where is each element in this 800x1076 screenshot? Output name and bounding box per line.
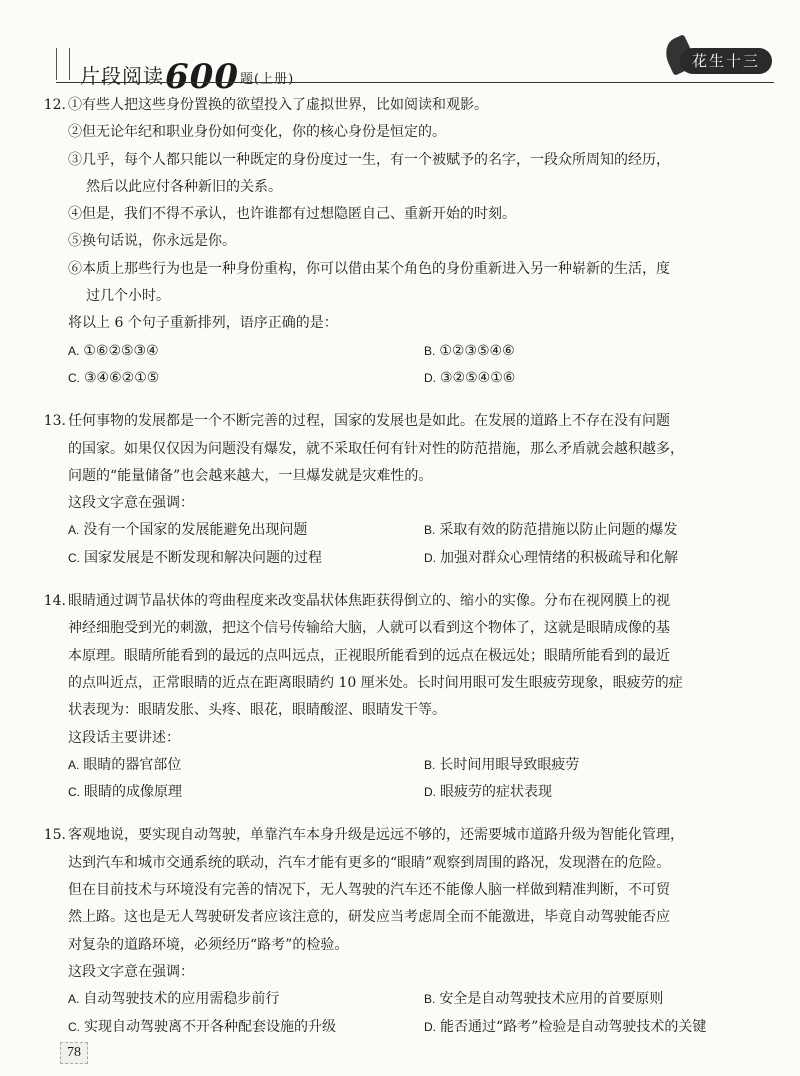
option-letter: A. bbox=[68, 343, 80, 358]
option-text: 眼睛的成像原理 bbox=[84, 784, 182, 801]
option-d[interactable] bbox=[424, 365, 754, 392]
option-letter: C. bbox=[68, 370, 80, 385]
question-number: 15. bbox=[43, 827, 66, 844]
question-prompt: 这段话主要讲述： bbox=[68, 729, 180, 746]
option-c[interactable] bbox=[68, 1014, 424, 1041]
question-number: 14. bbox=[43, 593, 66, 610]
option-text: ①②③⑤④⑥ bbox=[439, 342, 515, 359]
option-b[interactable] bbox=[424, 986, 754, 1013]
option-text: 没有一个国家的发展能避免出现问题 bbox=[83, 522, 308, 539]
option-letter: D. bbox=[424, 550, 436, 565]
badge-text: 花生十三 bbox=[680, 48, 772, 74]
title-prefix: 片段阅读 bbox=[80, 64, 164, 88]
passage-line: 任何事物的发展都是一个不断完善的过程，国家的发展也是如此。在发展的道路上不存在没有问题 bbox=[68, 413, 670, 430]
passage-line: 但在目前技术与环境没有完善的情况下，无人驾驶的汽车还不能像人脑一样做到精准判断，不可贸 bbox=[68, 882, 670, 899]
header-rule bbox=[56, 82, 774, 83]
option-text: ①⑥②⑤③④ bbox=[83, 342, 159, 359]
page-number: 78 bbox=[60, 1042, 88, 1064]
question-prompt: 这段文字意在强调： bbox=[68, 495, 194, 512]
option-c[interactable] bbox=[68, 545, 424, 572]
option-text: 实现自动驾驶离不开各种配套设施的升级 bbox=[84, 1018, 336, 1035]
header-decoration bbox=[56, 48, 70, 80]
sentence-line: ④但是，我们不得不承认，也许谁都有过想隐匿自己、重新开始的时刻。 bbox=[68, 206, 516, 223]
option-a[interactable] bbox=[68, 517, 424, 544]
sentence-line: ①有些人把这些身份置换的欲望投入了虚拟世界，比如阅读和观影。 bbox=[68, 97, 488, 113]
passage-line: 对复杂的道路环境，必须经历“路考”的检验。 bbox=[68, 936, 349, 953]
question-14 bbox=[43, 588, 758, 806]
sentence-line: ③几乎，每个人都只能以一种既定的身份度过一生，有一个被赋予的名字，一段众所周知的经历， bbox=[68, 151, 670, 168]
option-b[interactable] bbox=[424, 338, 754, 365]
question-15 bbox=[43, 822, 758, 1040]
option-text: 采取有效的防范措施以防止问题的爆发 bbox=[439, 522, 678, 539]
passage-line: 客观地说，要实现自动驾驶，单靠汽车本身升级是远远不够的，还需要城市道路升级为智能化管理， bbox=[68, 827, 684, 844]
option-letter: D. bbox=[424, 785, 436, 800]
sentence-line: ⑥本质上那些行为也是一种身份重构，你可以借由某个角色的身份重新进入另一种崭新的生活，度 bbox=[68, 260, 670, 277]
option-letter: A. bbox=[68, 992, 80, 1007]
option-letter: D. bbox=[424, 370, 436, 385]
sentence-line: ②但无论年纪和职业身份如何变化，你的核心身份是恒定的。 bbox=[68, 124, 446, 141]
passage-line: 的国家。如果仅仅因为问题没有爆发，就不采取任何有针对性的防范措施，那么矛盾就会越积越多， bbox=[68, 440, 684, 457]
option-letter: A. bbox=[68, 523, 80, 538]
option-text: 加强对群众心理情绪的积极疏导和化解 bbox=[440, 549, 678, 566]
question-12 bbox=[43, 92, 758, 392]
option-text: 眼睛的器官部位 bbox=[83, 756, 182, 773]
sentence-line: 过几个小时。 bbox=[86, 288, 170, 305]
option-text: 国家发展是不断发现和解决问题的过程 bbox=[84, 549, 322, 566]
option-c[interactable] bbox=[68, 365, 424, 392]
option-letter: C. bbox=[68, 550, 80, 565]
option-text: 能否通过“路考”检验是自动驾驶技术的关键 bbox=[440, 1018, 707, 1035]
option-b[interactable] bbox=[424, 752, 754, 779]
page-header bbox=[56, 34, 776, 97]
passage-line: 达到汽车和城市交通系统的联动，汽车才能有更多的“眼睛”观察到周围的路况，发现潜在的危险。 bbox=[68, 854, 671, 871]
option-letter: C. bbox=[68, 1019, 80, 1034]
passage-line: 神经细胞受到光的刺激，把这个信号传输给大脑，人就可以看到这个物体了，这就是眼睛成像的基 bbox=[68, 620, 670, 637]
options bbox=[68, 986, 758, 1041]
option-letter: B. bbox=[424, 343, 436, 358]
passage-line: 问题的“能量储备”也会越来越大，一旦爆发就是灾难性的。 bbox=[68, 467, 433, 484]
option-text: ③④⑥②①⑤ bbox=[84, 369, 160, 386]
option-d[interactable] bbox=[424, 545, 754, 572]
option-text: 长时间用眼导致眼疲劳 bbox=[439, 756, 580, 773]
passage-line: 本原理。眼睛所能看到的最远的点叫远点，正视眼所能看到的远点在极远处；眼睛所能看到的最近 bbox=[68, 647, 670, 664]
option-c[interactable] bbox=[68, 779, 424, 806]
title-volume: (上册) bbox=[254, 72, 295, 87]
option-a[interactable] bbox=[68, 338, 424, 365]
question-number: 12. bbox=[43, 97, 66, 113]
option-text: 安全是自动驾驶技术应用的首要原则 bbox=[439, 991, 664, 1008]
option-letter: B. bbox=[424, 523, 436, 538]
option-letter: D. bbox=[424, 1019, 436, 1034]
option-a[interactable] bbox=[68, 986, 424, 1013]
option-letter: B. bbox=[424, 757, 436, 772]
question-prompt: 这段文字意在强调： bbox=[68, 963, 194, 980]
option-letter: C. bbox=[68, 785, 80, 800]
book-title bbox=[80, 52, 295, 97]
series-badge bbox=[658, 38, 776, 80]
option-d[interactable] bbox=[424, 779, 754, 806]
question-prompt: 将以上 6 个句子重新排列，语序正确的是： bbox=[68, 315, 338, 332]
passage-line: 然上路。这也是无人驾驶研发者应该注意的，研发应当考虑周全而不能激进，毕竟自动驾驶能否应 bbox=[68, 909, 670, 926]
question-13 bbox=[43, 408, 758, 572]
question-number: 13. bbox=[43, 413, 66, 430]
option-text: ③②⑤④①⑥ bbox=[440, 369, 516, 386]
option-letter: A. bbox=[68, 757, 80, 772]
option-b[interactable] bbox=[424, 517, 754, 544]
option-text: 自动驾驶技术的应用需稳步前行 bbox=[83, 991, 280, 1008]
passage-line: 的点叫近点，正常眼睛的近点在距离眼睛约 10 厘米处。长时间用眼可发生眼疲劳现象，眼疲劳的症 bbox=[68, 674, 683, 691]
options bbox=[68, 517, 758, 572]
options bbox=[68, 338, 758, 393]
passage-line: 眼睛通过调节晶状体的弯曲程度来改变晶状体焦距获得倒立的、缩小的实像。分布在视网膜上的视 bbox=[68, 593, 670, 610]
option-a[interactable] bbox=[68, 752, 424, 779]
sentence-line: 然后以此应付各种新旧的关系。 bbox=[86, 178, 282, 195]
title-suffix: 题 bbox=[239, 72, 254, 87]
sentence-line: ⑤换句话说，你永远是你。 bbox=[68, 233, 236, 250]
question-list bbox=[43, 92, 758, 1041]
passage-line: 状表现为：眼睛发胀、头疼、眼花，眼睛酸涩、眼睛发干等。 bbox=[68, 702, 446, 719]
option-d[interactable] bbox=[424, 1014, 754, 1041]
options bbox=[68, 752, 758, 807]
option-text: 眼疲劳的症状表现 bbox=[440, 784, 552, 801]
option-letter: B. bbox=[424, 992, 436, 1007]
title-number: 600 bbox=[165, 57, 239, 97]
